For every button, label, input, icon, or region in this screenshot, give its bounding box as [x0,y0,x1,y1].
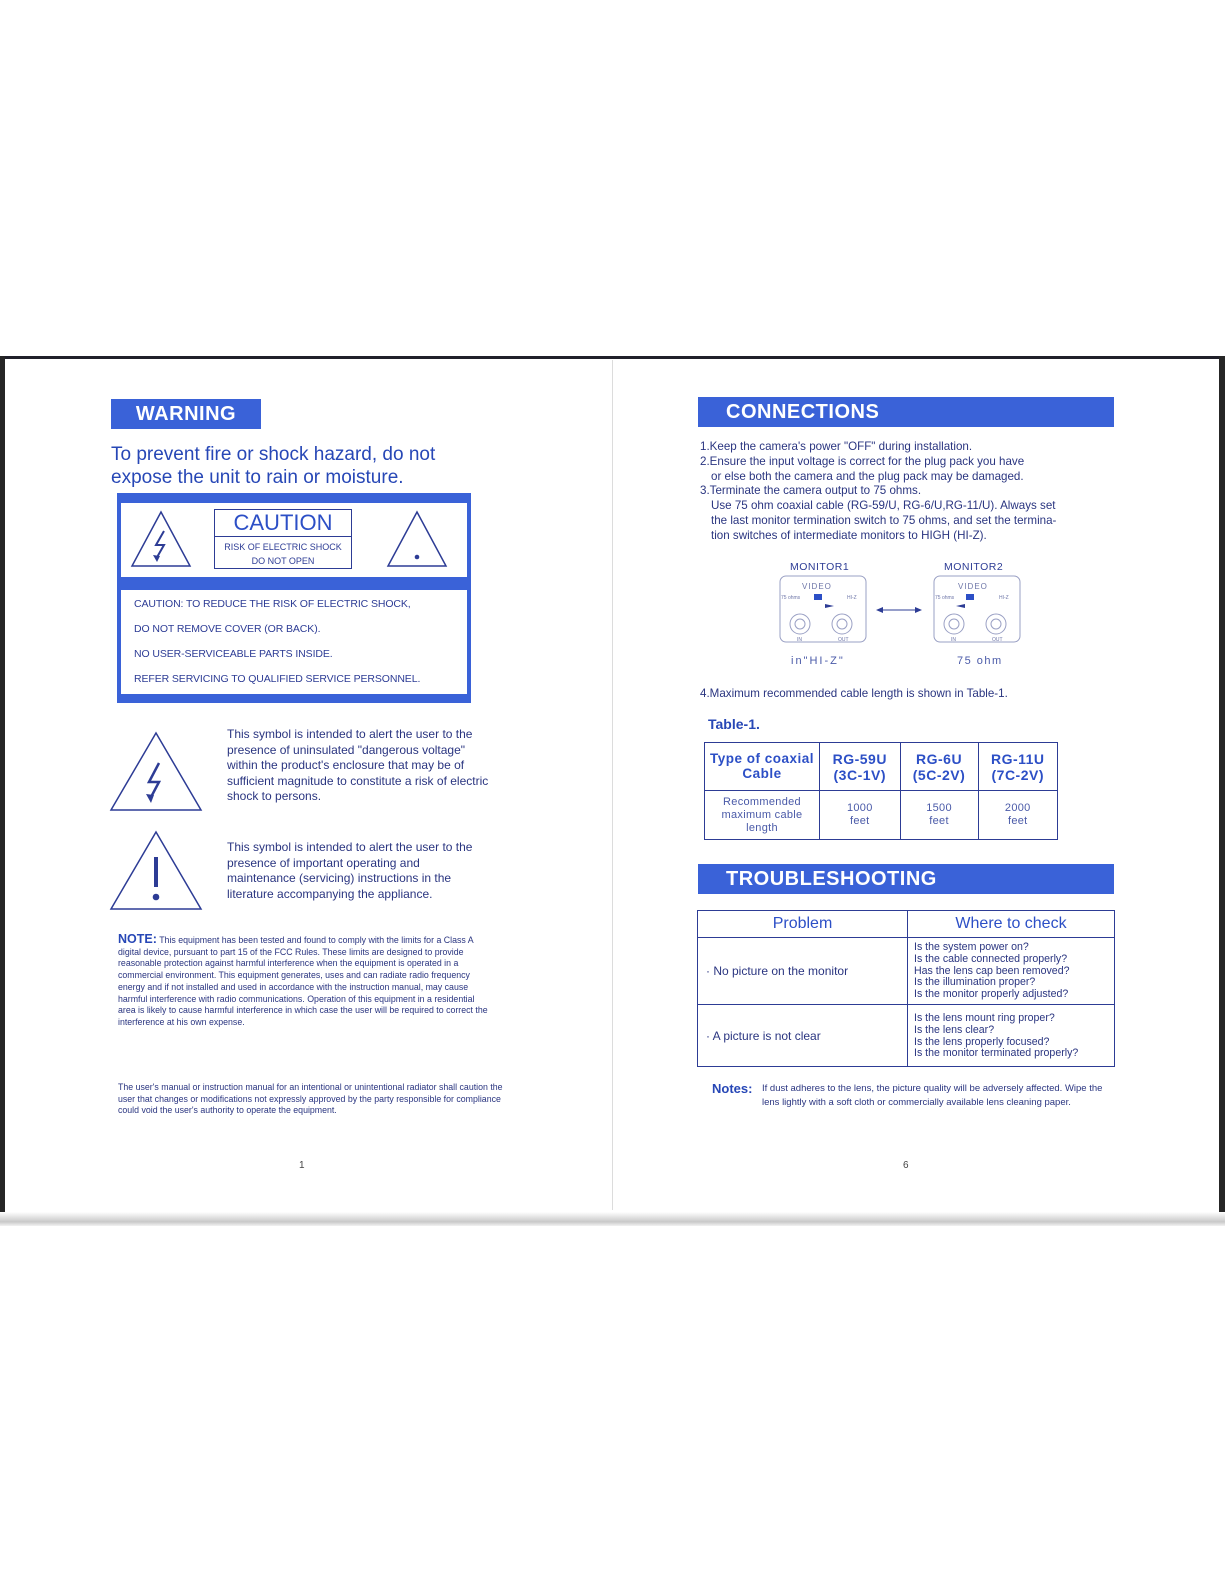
check-header: Where to check [908,911,1115,938]
lightning-warning-icon [129,509,193,569]
monitor1-switch-right: HI-Z [847,595,857,601]
check-item: Has the lens cap been removed? [914,964,1070,977]
table-row [705,743,1058,791]
monitor2-out-label: OUT [992,637,1003,643]
check-item: Is the monitor terminated properly? [914,1047,1079,1060]
double-arrow-icon [876,604,922,616]
page-top-edge [0,356,1225,359]
notes-row [712,1082,1112,1109]
fcc-note [118,934,494,1029]
note-text: This equipment has been tested and found to comply with the limits for a Class A digital device, pursuant to part 15 of the FCC Rules. These limits are designed to provide reasonable protection against harmful interference when the equipment is operated in a commercial environment. This equipment generates, uses and can radiate radio frequency energy and if not installed and used in accordance with the instruction manual, may cause harmful interference with radio communications. Operation of this equipment in a residential area is likely to cause harmful interference in which case the user will be required to correct the interference at his own expense. [118,935,488,1027]
caution-sub1: RISK OF ELECTRIC SHOCK [224,542,342,552]
length-unit: feet [1007,815,1028,827]
page-right-edge [1219,356,1225,1226]
page-fold [612,360,613,1210]
caution-label-area [121,503,467,577]
problem-cell: · No picture on the monitor [698,938,908,1005]
caution-label [214,509,352,569]
caution-sub2: DO NOT OPEN [251,556,315,566]
table-label: Table-1. [708,716,760,732]
step-line: or else both the camera and the plug pack may be damaged. [711,469,1024,483]
monitor1-in-label: IN [797,637,802,643]
check-item: Is the illumination proper? [914,976,1036,989]
right-page-number: 6 [903,1160,909,1171]
monitor2-switch-left: 75 ohms [935,595,955,601]
cable-code: (7C-2V) [991,766,1045,783]
troubleshooting-table [697,910,1115,1067]
dangerous-voltage-icon [108,730,204,812]
cable-code: (5C-2V) [912,766,966,783]
monitor2-switch-right: HI-Z [999,595,1009,601]
cable-type: RG-6U [916,750,963,767]
warning-heading: WARNING [111,399,261,429]
connections-heading: CONNECTIONS [698,397,1114,427]
instructions-symbol-text: This symbol is intended to alert the user to the presence of important operating and maintenance (servicing) instructions in the literature accompanying the appliance. [227,840,473,901]
monitor2-in-label: IN [951,637,956,643]
monitor2-video-label: VIDEO [958,582,988,591]
troubleshooting-heading: TROUBLESHOOTING [698,864,1114,894]
length-unit: feet [929,815,949,827]
monitor2-caption: 75 ohm [957,655,1003,667]
check-item: Is the monitor properly adjusted? [914,988,1069,1001]
exclamation-warning-icon [385,509,449,569]
table-row [698,938,1115,1005]
cable-code: (3C-1V) [833,766,887,783]
check-cell [908,938,1115,1005]
monitor1-label: MONITOR1 [790,561,850,573]
row-header-length: Recommended maximum cable length [705,791,820,840]
monitor1-caption: in"HI-Z" [791,655,845,667]
notes-text: If dust adheres to the lens, the picture quality will be adversely affected. Wipe the lens lightly with a soft cloth or commercially available lens cleaning paper. [762,1083,1103,1108]
length-value: 1000 [846,802,873,814]
problem-header: Problem [698,911,908,938]
length-value: 2000 [1004,802,1031,814]
table-row [698,1004,1115,1066]
notes-label: Notes: [712,1081,753,1096]
warning-headline: To prevent fire or shock hazard, do not expose the unit to rain or moisture. [111,444,436,488]
monitor1-out-label: OUT [838,637,849,643]
caution-title: CAUTION [215,510,351,537]
check-item: Is the lens clear? [914,1023,995,1036]
voltage-symbol-text: This symbol is intended to alert the user to the presence of uninsulated "dangerous voltage" within the product's enclosure that may be of sufficient magnitude to constitute a risk of electric shock to persons. [227,727,489,803]
cable-length-table [704,742,1058,840]
monitor2-label: MONITOR2 [944,561,1004,573]
length-cell [978,791,1057,840]
caution-line-2: DO NOT REMOVE COVER (OR BACK). [134,623,321,635]
check-item: Is the cable connected properly? [914,952,1068,965]
step-4: 4.Maximum recommended cable length is shown in Table-1. [700,687,1008,700]
caution-line-4: REFER SERVICING TO QUALIFIED SERVICE PERSONNEL. [134,673,421,685]
caution-line-1: CAUTION: TO REDUCE THE RISK OF ELECTRIC SHOCK, [134,598,411,610]
table-row [705,791,1058,840]
step-line: tion switches of intermediate monitors to HIGH (HI-Z). [711,528,987,542]
step-line: 3.Terminate the camera output to 75 ohms. [700,484,922,498]
step-line: the last monitor termination switch to 75 ohms, and set the termina- [711,513,1057,527]
important-instructions-icon [108,829,204,911]
cable-type-cell [900,743,978,791]
check-item: Is the lens properly focused? [914,1035,1050,1048]
check-item: Is the lens mount ring proper? [914,1011,1055,1024]
page-bottom-edge [0,1212,1225,1226]
cable-type: RG-59U [832,750,887,767]
cable-type-cell [978,743,1057,791]
connection-steps [700,440,1130,544]
step-line: Use 75 ohm coaxial cable (RG-59/U, RG-6/U,RG-11/U). Always set [711,499,1056,513]
monitor1-video-label: VIDEO [802,582,832,591]
page-left-edge [0,356,5,1226]
table-row [698,911,1115,938]
step-line: 1.Keep the camera's power "OFF" during installation. [700,440,973,453]
check-item: Is the system power on? [914,941,1029,953]
length-value: 1500 [926,802,952,814]
caution-line-3: NO USER-SERVICEABLE PARTS INSIDE. [134,648,333,660]
left-page-number: 1 [299,1160,305,1171]
check-cell [908,1004,1115,1066]
modification-note: The user's manual or instruction manual for an intentional or unintentional radiator shall caution the user that changes or modifications not expressly approved by the party responsible for compliance could void the user's authority to operate the equipment. [118,1082,503,1116]
length-cell [820,791,901,840]
length-cell [900,791,978,840]
monitor1-switch-left: 75 ohms [781,595,801,601]
cable-type: RG-11U [990,750,1045,767]
cable-type-cell [820,743,901,791]
row-header-type: Type of coaxial Cable [705,743,820,791]
note-label: NOTE: [118,932,157,946]
caution-text-area [121,590,467,694]
length-unit: feet [849,815,870,827]
notes [712,1082,1112,1109]
step-line: 2.Ensure the input voltage is correct for the plug pack you have [700,454,1025,468]
problem-cell: · A picture is not clear [698,1004,908,1066]
